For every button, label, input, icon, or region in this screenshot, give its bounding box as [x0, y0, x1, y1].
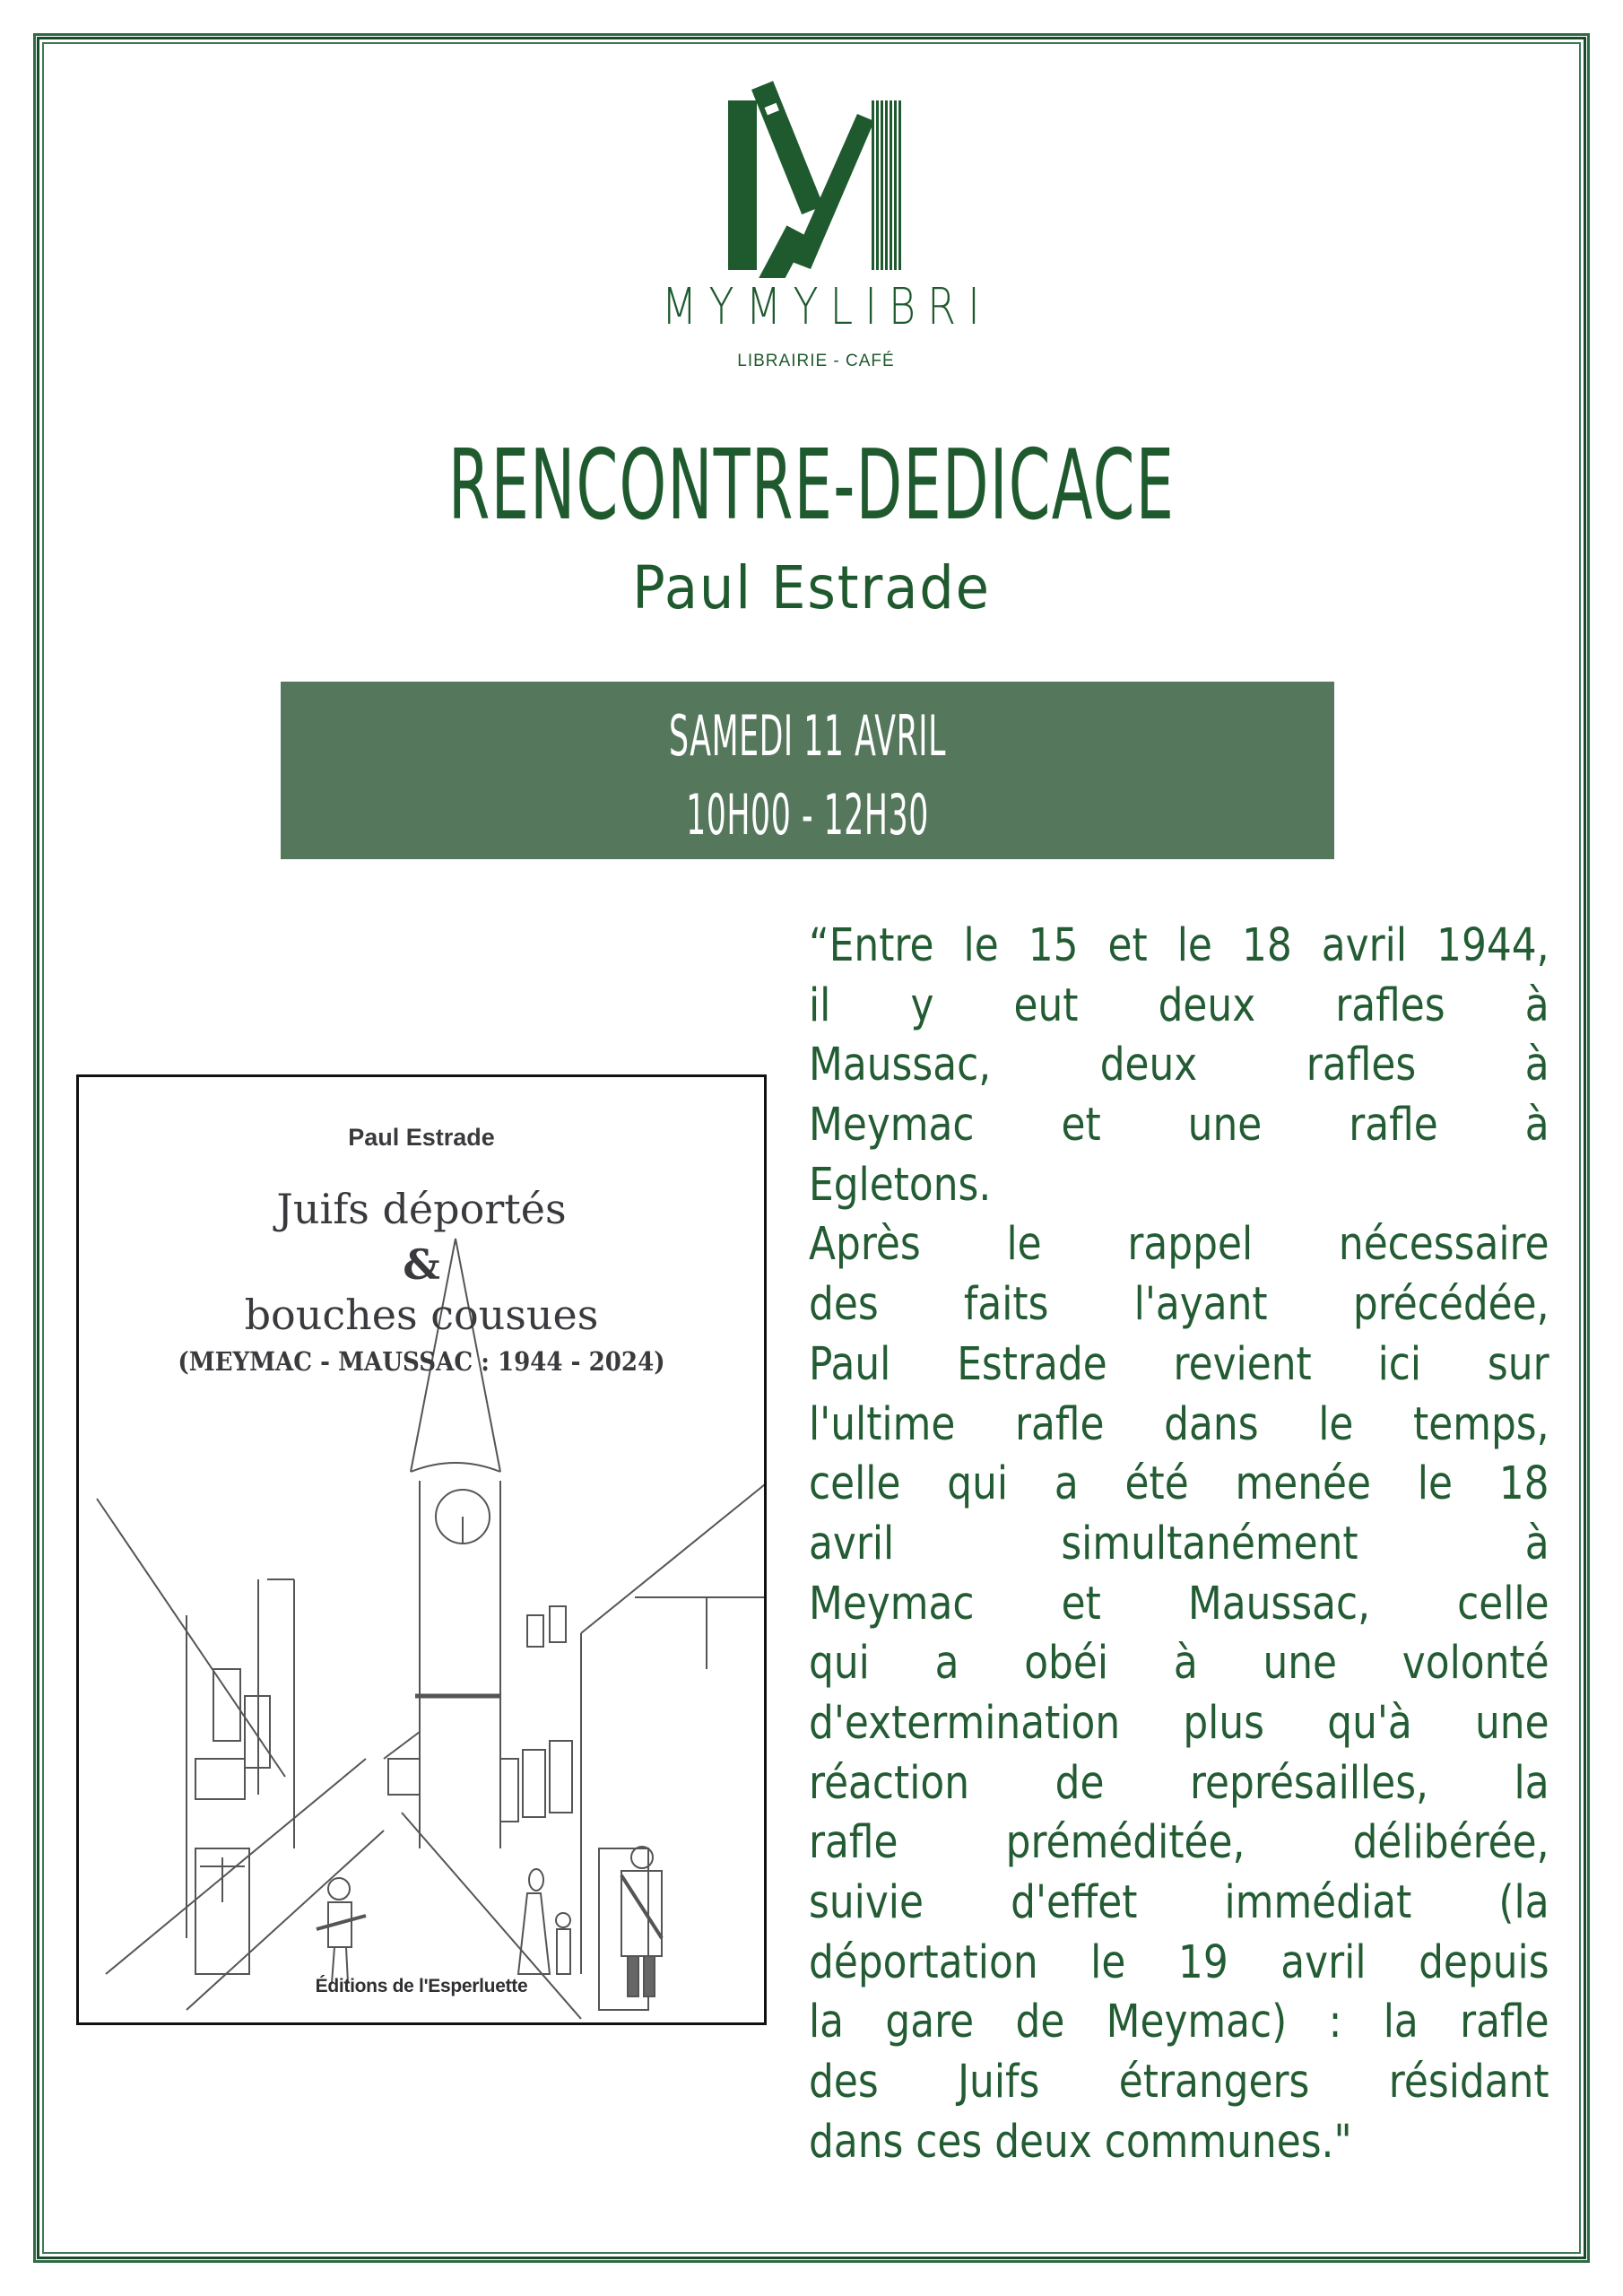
event-date-banner	[281, 682, 1334, 859]
event-title: RENCONTRE-DEDICACE	[447, 430, 1176, 542]
book-cover-publisher: Éditions de l'Esperluette	[315, 1976, 528, 1996]
quote-line: Maussac, deux rafles à	[809, 1039, 1549, 1092]
book-spines-m-logo-icon	[628, 63, 1004, 386]
quote-line: il y eut deux rafles à	[809, 978, 1549, 1032]
book-cover-title-line2: &	[403, 1240, 440, 1289]
quote-line: rafle préméditée, délibérée,	[809, 1816, 1549, 1870]
quote-line: celle qui a été menée le 18	[809, 1457, 1549, 1511]
quote-line: Meymac et Maussac, celle	[809, 1577, 1549, 1631]
book-cover	[76, 1074, 767, 2025]
quote-line: Meymac et une rafle à	[809, 1099, 1549, 1152]
quote-line: qui a obéi à une volonté	[809, 1637, 1549, 1691]
event-date: SAMEDI 11 AVRIL	[669, 703, 946, 769]
book-cover-subtitle: (MEYMAC - MAUSSAC : 1944 - 2024)	[178, 1346, 665, 1377]
quote-line: avril simultanément à	[809, 1517, 1549, 1570]
quote-line: suivie d'effet immédiat (la	[809, 1876, 1549, 1929]
quote-line: déportation le 19 avril depuis	[809, 1935, 1549, 1989]
book-description-quote	[809, 917, 1549, 2172]
quote-line: Après le rappel nécessaire	[809, 1218, 1549, 1272]
quote-line: d'extermination plus qu'à une	[809, 1696, 1549, 1750]
book-cover-title-line1: Juifs déportés	[276, 1185, 567, 1233]
event-author: Paul Estrade	[632, 553, 991, 622]
book-cover-author: Paul Estrade	[348, 1124, 495, 1151]
quote-line: réaction de représailles, la	[809, 1756, 1549, 1810]
quote-line: Egletons.	[809, 1158, 992, 1212]
event-time: 10H00 - 12H30	[686, 782, 929, 848]
quote-line: la gare de Meymac) : la rafle	[809, 1996, 1549, 2049]
quote-line: Paul Estrade revient ici sur	[809, 1337, 1549, 1391]
brand-name: MYMYLIBRI	[661, 278, 992, 336]
quote-line: “Entre le 15 et le 18 avril 1944,	[809, 919, 1549, 972]
quote-line: des faits l'ayant précédée,	[809, 1278, 1549, 1332]
book-cover-title-line3: bouches cousues	[244, 1291, 599, 1339]
brand-tagline: LIBRAIRIE - CAFÉ	[737, 352, 895, 370]
quote-line: l'ultime rafle dans le temps,	[809, 1397, 1549, 1451]
quote-line: des Juifs étrangers résidant	[809, 2056, 1549, 2109]
quote-line: dans ces deux communes."	[809, 2115, 1352, 2169]
